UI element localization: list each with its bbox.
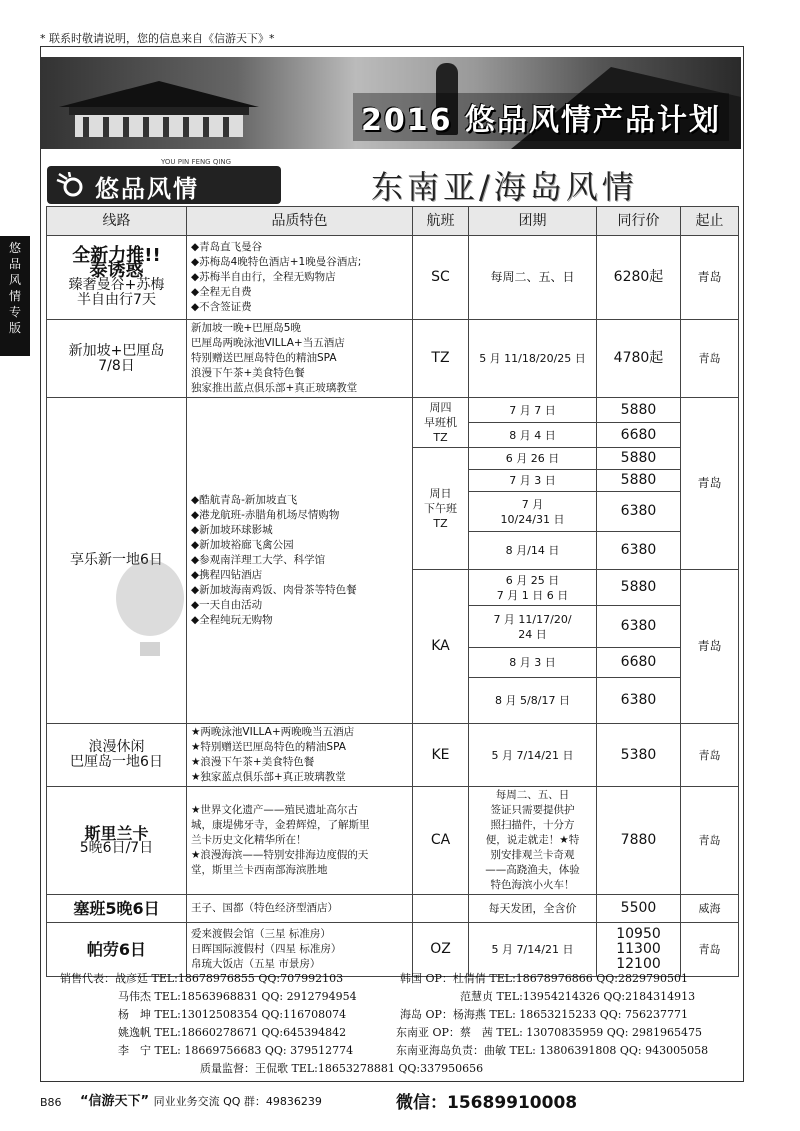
date-line: 7 月 11/17/20/ bbox=[493, 612, 572, 626]
qq-label: “信游天下” bbox=[80, 1094, 150, 1109]
route-features bbox=[187, 236, 413, 320]
brand-logo bbox=[47, 166, 281, 204]
feature-line: ★独家蓝点俱乐部+真正玻璃教堂 bbox=[191, 771, 346, 783]
feature-line: ◆新加坡裕廊飞禽公园 bbox=[191, 539, 294, 551]
flight-line: 下午班 bbox=[424, 502, 457, 515]
departure-city: 青岛 bbox=[681, 320, 739, 398]
departure-city: 威海 bbox=[681, 895, 739, 923]
price-line: 12100 bbox=[616, 956, 661, 972]
contact-line: 范慧贞 TEL:13954214326 QQ:2184314913 bbox=[460, 990, 696, 1003]
route-name-line: 新加坡+巴厘岛 bbox=[68, 342, 165, 359]
feature-line: ◆新加坡环球影城 bbox=[191, 524, 273, 536]
tour-dates: 8 月 5/8/17 日 bbox=[469, 678, 597, 724]
side-tab-char: 风 bbox=[8, 273, 21, 287]
wechat: 微信：15689910008 bbox=[396, 1093, 578, 1113]
feature-line: 新加坡一晚+巴厘岛5晚 bbox=[191, 322, 301, 334]
route-name-line: 巴厘岛一地6日 bbox=[70, 754, 163, 770]
tour-dates: 6 月 26 日 bbox=[469, 448, 597, 470]
feature-line: ★浪漫下午茶+美食特色餐 bbox=[191, 756, 315, 768]
logo-row bbox=[41, 160, 741, 206]
qq-group bbox=[80, 1090, 322, 1109]
feature-line: 堂，斯里兰卡西南部海滨胜地 bbox=[191, 864, 328, 876]
feature-line: ◆苏梅半自由行，全程无购物店 bbox=[191, 271, 336, 283]
date-line: 6 月 25 日 bbox=[505, 573, 560, 587]
route-name-line: 7/8日 bbox=[98, 357, 135, 374]
tour-price: 5880 bbox=[597, 448, 681, 470]
contact-line: 杨 坤 TEL:13012508354 QQ:116708074 bbox=[118, 1008, 347, 1021]
banner bbox=[41, 57, 741, 149]
contact-line: 马伟杰 TEL:18563968831 QQ: 2912794954 bbox=[118, 990, 357, 1003]
date-line: 10/24/31 日 bbox=[500, 512, 565, 526]
tour-price: 5880 bbox=[597, 570, 681, 606]
banner-title: 2016 悠品风情产品计划 bbox=[353, 93, 729, 141]
feature-line: ◆不含签证费 bbox=[191, 301, 252, 313]
table-row bbox=[47, 398, 739, 423]
route-name-line: 全新力推!! bbox=[72, 244, 161, 266]
feature-line: ◆苏梅岛4晚特色酒店+1晚曼谷酒店; bbox=[191, 256, 362, 268]
contact-line: 东南亚海岛负责：曲敏 TEL: 13806391808 QQ: 943005058 bbox=[396, 1044, 709, 1057]
tour-dates: 5 月 11/18/20/25 日 bbox=[469, 320, 597, 398]
contact-line: 东南亚 OP：蔡 茜 TEL: 13070835959 QQ: 2981965475 bbox=[396, 1026, 702, 1039]
date-line: 签证只需要提供护 bbox=[490, 804, 575, 816]
tour-dates bbox=[469, 492, 597, 532]
feature-line: 帛琉大饭店（五星 市景房） bbox=[191, 958, 321, 970]
side-tab-char: 专 bbox=[8, 305, 21, 319]
feature-line: ◆青岛直飞曼谷 bbox=[191, 241, 263, 253]
feature-line: ◆全程无自费 bbox=[191, 286, 252, 298]
flight-line: TZ bbox=[433, 517, 448, 530]
route-name: 帕劳6日 bbox=[47, 923, 187, 977]
header-flight: 航班 bbox=[413, 207, 469, 236]
route-name bbox=[47, 724, 187, 787]
feature-line: 巴厘岛两晚泳池VILLA+当五酒店 bbox=[191, 337, 345, 349]
contact-line: 李 宁 TEL: 18669756683 QQ: 379512774 bbox=[118, 1044, 354, 1057]
route-name: 享乐新一地6日 bbox=[47, 398, 187, 724]
flight-line: 周日 bbox=[429, 487, 452, 500]
side-tab-char: 品 bbox=[8, 257, 21, 271]
route-name bbox=[47, 787, 187, 895]
tour-dates: 7 月 7 日 bbox=[469, 398, 597, 423]
route-name bbox=[47, 236, 187, 320]
route-name bbox=[47, 320, 187, 398]
page-number: B86 bbox=[40, 1096, 62, 1109]
tour-price: 4780起 bbox=[597, 320, 681, 398]
tour-price: 6380 bbox=[597, 678, 681, 724]
route-name-line: 5晚6日/7日 bbox=[79, 839, 154, 856]
table-row bbox=[47, 320, 739, 398]
feature-line: 城，康堤佛牙寺，金碧辉煌，了解斯里 bbox=[191, 819, 370, 831]
tour-price: 7880 bbox=[597, 787, 681, 895]
flight-code: KE bbox=[413, 724, 469, 787]
route-features bbox=[187, 724, 413, 787]
route-features bbox=[187, 787, 413, 895]
tour-price: 6680 bbox=[597, 648, 681, 678]
date-line: 便，说走就走！★特 bbox=[485, 834, 580, 846]
tour-dates: 每周二、五、日 bbox=[469, 236, 597, 320]
departure-city: 青岛 bbox=[681, 236, 739, 320]
tour-price: 6380 bbox=[597, 606, 681, 648]
flight-code: KA bbox=[413, 570, 469, 724]
table-header-row bbox=[47, 207, 739, 236]
feature-line: 特别赠送巴厘岛特色的精油SPA bbox=[191, 352, 337, 364]
tour-dates bbox=[469, 787, 597, 895]
feature-line: 日晖国际渡假村（四星 标准房） bbox=[191, 943, 342, 955]
qq-text: 同业业务交流 QQ 群：49836239 bbox=[153, 1095, 322, 1108]
tour-dates bbox=[469, 606, 597, 648]
header-dates: 团期 bbox=[469, 207, 597, 236]
tour-dates: 5 月 7/14/21 日 bbox=[469, 923, 597, 977]
region-title: 东南亚/海岛风情 bbox=[371, 168, 638, 206]
feature-line: ◆全程纯玩无购物 bbox=[191, 614, 273, 626]
contact-line: 姚逸帆 TEL:18660278671 QQ:645394842 bbox=[118, 1026, 347, 1039]
route-name-line: 臻奢曼谷+苏梅 bbox=[68, 276, 165, 293]
tour-price: 6280起 bbox=[597, 236, 681, 320]
temple-image bbox=[49, 77, 269, 141]
tour-dates: 每天发团，全含价 bbox=[469, 895, 597, 923]
route-name-line: 半自由行7天 bbox=[77, 291, 156, 308]
side-tab-char: 情 bbox=[8, 289, 21, 303]
header-features: 品质特色 bbox=[187, 207, 413, 236]
flight-code: CA bbox=[413, 787, 469, 895]
date-line: ——高跷渔夫，体验 bbox=[485, 864, 580, 876]
table-row bbox=[47, 923, 739, 977]
feature-line: ◆参观南洋理工大学、科学馆 bbox=[191, 554, 326, 566]
table-row bbox=[47, 724, 739, 787]
date-line: 特色海滨小火车！ bbox=[490, 879, 575, 891]
route-features: 王子、国都（特色经济型酒店） bbox=[187, 895, 413, 923]
tour-price: 5880 bbox=[597, 398, 681, 423]
tour-price: 5880 bbox=[597, 470, 681, 492]
departure-city: 青岛 bbox=[681, 570, 739, 724]
price-line: 10950 bbox=[616, 926, 661, 942]
route-name-line: 斯里兰卡 bbox=[84, 823, 149, 843]
feature-line: 浪漫下午茶+美食特色餐 bbox=[191, 367, 305, 379]
flight-code bbox=[413, 398, 469, 448]
flight-line: 周四 bbox=[429, 401, 452, 414]
departure-city: 青岛 bbox=[681, 923, 739, 977]
table-row bbox=[47, 787, 739, 895]
tour-price: 5500 bbox=[597, 895, 681, 923]
tour-dates: 8 月 3 日 bbox=[469, 648, 597, 678]
feature-line: ◆一天自由活动 bbox=[191, 599, 263, 611]
sun-icon bbox=[55, 172, 87, 198]
flight-code: SC bbox=[413, 236, 469, 320]
feature-line: ★世界文化遗产——殖民遗址高尔古 bbox=[191, 804, 358, 816]
brand-name: 悠品风情 bbox=[95, 175, 199, 203]
feature-line: ◆携程四钻酒店 bbox=[191, 569, 263, 581]
feature-line: ◆新加坡海南鸡饭、肉骨茶等特色餐 bbox=[191, 584, 357, 596]
header-route: 线路 bbox=[47, 207, 187, 236]
tour-price: 5380 bbox=[597, 724, 681, 787]
header-city: 起止 bbox=[681, 207, 739, 236]
flight-line: 早班机 bbox=[424, 416, 457, 429]
feature-line: 爱来渡假会馆（三星 标准房） bbox=[191, 928, 331, 940]
flight-code bbox=[413, 448, 469, 570]
route-features bbox=[187, 398, 413, 724]
date-line: 照扫描件，十分方 bbox=[490, 819, 575, 831]
header-price: 同行价 bbox=[597, 207, 681, 236]
table-row bbox=[47, 236, 739, 320]
contact-line: 韩国 OP：杜倩倩 TEL:18678976866 QQ:2829790501 bbox=[400, 972, 688, 985]
feature-line: 独家推出蓝点俱乐部+真正玻璃教堂 bbox=[191, 382, 358, 394]
tour-price: 6380 bbox=[597, 492, 681, 532]
route-features bbox=[187, 923, 413, 977]
flight-line: TZ bbox=[433, 431, 448, 444]
feature-line: ◆酷航青岛-新加坡直飞 bbox=[191, 494, 298, 506]
tour-price bbox=[597, 923, 681, 977]
tour-dates: 8 月/14 日 bbox=[469, 532, 597, 570]
feature-line: ★特别赠送巴厘岛特色的精油SPA bbox=[191, 741, 346, 753]
feature-line: ◆港龙航班-赤腊角机场尽情购物 bbox=[191, 509, 340, 521]
tour-dates: 7 月 3 日 bbox=[469, 470, 597, 492]
tour-price: 6680 bbox=[597, 423, 681, 448]
side-tab-char: 悠 bbox=[8, 241, 21, 255]
feature-line: ★两晚泳池VILLA+两晚晚当五酒店 bbox=[191, 726, 355, 738]
logo-pinyin: YOU PIN FENG QING bbox=[161, 158, 232, 166]
hot-air-balloon-icon bbox=[110, 560, 190, 660]
date-line: 别安排观兰卡奇观 bbox=[490, 849, 575, 861]
route-features bbox=[187, 320, 413, 398]
flight-code: OZ bbox=[413, 923, 469, 977]
table-row bbox=[47, 895, 739, 923]
route-name-line: 浪漫休闲 bbox=[88, 739, 145, 755]
tour-dates: 8 月 4 日 bbox=[469, 423, 597, 448]
feature-line: ★浪漫海滨——特别安排海边度假的天 bbox=[191, 849, 369, 861]
route-name-line: 泰诱惑 bbox=[89, 259, 144, 281]
contact-line: 质量监督：王侃歌 TEL:18653278881 QQ:337950656 bbox=[200, 1062, 484, 1075]
flight-code bbox=[413, 895, 469, 923]
departure-city: 青岛 bbox=[681, 398, 739, 570]
date-line: 7 月 bbox=[521, 497, 544, 511]
tour-price: 6380 bbox=[597, 532, 681, 570]
contact-line: 海岛 OP：杨海燕 TEL: 18653215233 QQ: 756237771 bbox=[400, 1008, 688, 1021]
date-line: 24 日 bbox=[518, 627, 547, 641]
date-line: 7 月 1 日 6 日 bbox=[496, 588, 569, 602]
date-line: 每周二、五、日 bbox=[495, 789, 570, 801]
top-note: * 联系时敬请说明，您的信息来自《信游天下》* bbox=[40, 32, 275, 45]
tour-dates bbox=[469, 570, 597, 606]
price-line: 11300 bbox=[616, 941, 661, 957]
flight-code: TZ bbox=[413, 320, 469, 398]
tour-dates: 5 月 7/14/21 日 bbox=[469, 724, 597, 787]
departure-city: 青岛 bbox=[681, 724, 739, 787]
route-name: 塞班5晚6日 bbox=[47, 895, 187, 923]
departure-city: 青岛 bbox=[681, 787, 739, 895]
side-tab-char: 版 bbox=[8, 321, 21, 335]
side-tab bbox=[0, 236, 30, 356]
feature-line: 兰卡历史文化精华所在！ bbox=[191, 834, 307, 846]
contact-line: 销售代表：战彦廷 TEL:18678976855 QQ:707992103 bbox=[60, 972, 344, 985]
